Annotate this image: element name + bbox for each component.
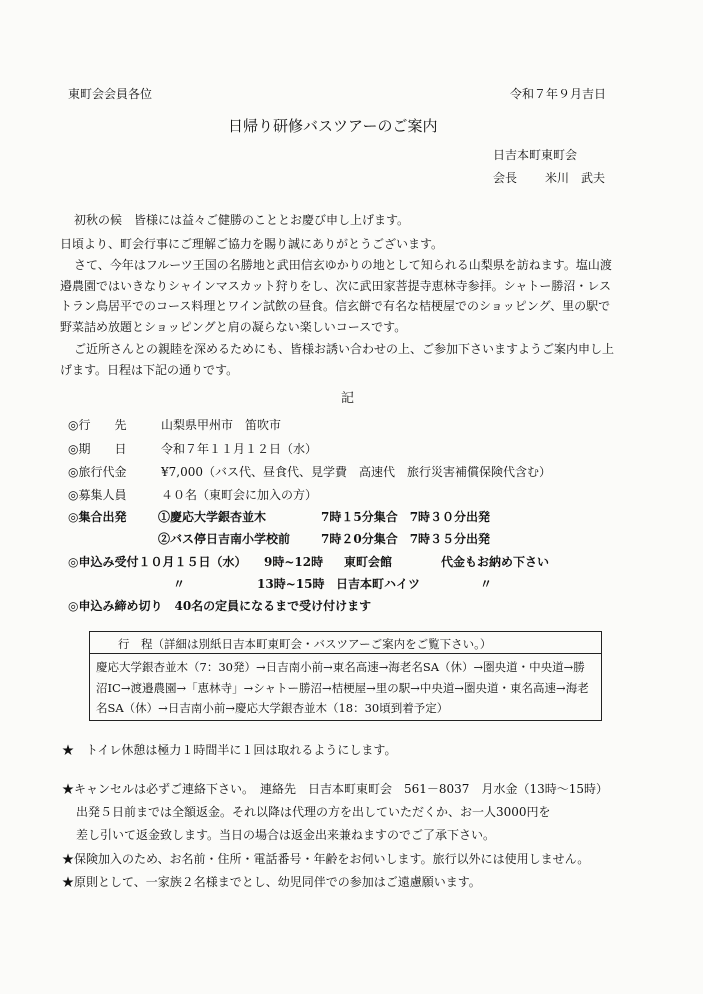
application-note: 代金もお納め下さい: [441, 555, 550, 569]
itinerary-header-text: 行 程（詳細は別紙日吉本町東町会・バスツアーご案内をご覧下さい。）: [118, 637, 492, 651]
meeting-place-2: ②バス停日吉南小学校前: [158, 532, 291, 546]
tour-description: さて、今年はフルーツ王国の名勝地と武田信玄ゆかりの地として知られる山梨県を訪ねます。塩山渡邉農園ではいきなりシャインマスカット狩りをし、次に武田家菩提寺恵林寺参拝。シャトー勝沼・レストラン鳥居平でのコース料理とワイン試飲の昼食。信玄餅で有名な桔梗屋でのショッピング、里の駅で野菜詰め放題とショッピングと肩の凝らない楽しいコースです。: [60, 258, 612, 334]
note-cancel-line-1: ★キャンセルは必ずご連絡下さい。 連絡先 日吉本町東町会 561－8037 月水金（13時～15時）: [62, 782, 608, 796]
addressee: 東町会会員各位: [68, 87, 153, 101]
itinerary-header: [90, 632, 601, 654]
meeting-label: ◎集合出発: [68, 510, 127, 524]
page-title: 日帰り研修バスツアーのご案内: [228, 117, 438, 135]
note-cancel-line-2: 出発５日前までは全額返金。それ以降は代理の方を出していただくか、お一人3000円を: [76, 805, 551, 819]
issue-date: 令和７年９月吉日: [510, 87, 607, 101]
invitation-paragraph: ご近所さんとの親睦を深めるためにも、皆様お誘い合わせの上、ご参加下さいますようご案内申し上げます。日程は下記の通りです。: [60, 342, 615, 377]
fee-value: ¥7,000（バス代、昼食代、見学費 高速代 旅行災害補償保険代含む）: [161, 465, 551, 479]
itinerary-box: [89, 631, 602, 721]
note-insurance: ★保険加入のため、お名前・住所・電話番号・年齢をお伺いします。旅行以外には使用しません。: [62, 852, 590, 866]
application-time-1: 9時~12時: [264, 555, 324, 569]
destination-value: 山梨県甲州市 笛吹市: [161, 418, 282, 432]
note-cancel-line-3: 差し引いて返金致します。当日の場合は返金出来兼ねますのでご了承下さい。: [76, 828, 496, 842]
sender-name: 米川 武夫: [545, 171, 606, 185]
greeting-line-2: 日頃より、町会行事にご理解ご協力を賜り誠にありがとうございます。: [60, 237, 444, 251]
fee-label: ◎旅行代金: [68, 465, 127, 479]
capacity-label: ◎募集人員: [68, 488, 127, 502]
date-label: ◎期 日: [68, 442, 127, 456]
application-label: ◎申込み受付１０月１５日（水）: [68, 555, 247, 569]
greeting-line-1: 初秋の候 皆様には益々ご健勝のこととお慶び申し上げます。: [74, 213, 410, 227]
sender-role: 会長: [493, 171, 518, 185]
application-time-2: 13時~15時: [257, 577, 325, 591]
capacity-value: ４０名（東町会に加入の方）: [161, 488, 318, 502]
organization-name: 日吉本町東町会: [493, 148, 578, 162]
ki-mark: 記: [341, 391, 355, 406]
ditto-mark-1: 〃: [173, 577, 186, 591]
date-value: 令和７年１１月１２日（水）: [161, 442, 318, 456]
meeting-place-1: ①慶応大学銀杏並木: [158, 510, 267, 524]
destination-label: ◎行 先: [68, 418, 127, 432]
application-place-2: 日吉本町ハイツ: [336, 577, 421, 591]
meeting-time-1: 7時１5分集合 7時３０分出発: [321, 510, 491, 524]
note-family: ★原則として、一家族２名様までとし、幼児同伴での参加はご遠慮願います。: [62, 875, 481, 889]
application-place-1: 東町会館: [344, 555, 393, 569]
itinerary-route: 慶応大学銀杏並木（7：30発）→日吉南小前→東名高速→海老名SA（休）→圏央道・中央道→勝沼IC→渡邉農園→「恵林寺」→シャトー勝沼→桔梗屋→里の駅→中央道→圏央道・東名高速→海老名SA（休）→日吉南小前→慶応大学銀杏並木（18：30頃到着予定）: [96, 660, 589, 715]
note-toilet: ★ トイレ休憩は極力１時間半に１回は取れるようにします。: [62, 743, 397, 757]
meeting-time-2: 7時２0分集合 7時３５分出発: [321, 532, 491, 546]
deadline-line: ◎申込み締め切り 40名の定員になるまで受け付けます: [68, 599, 372, 613]
ditto-mark-2: 〃: [480, 577, 493, 591]
